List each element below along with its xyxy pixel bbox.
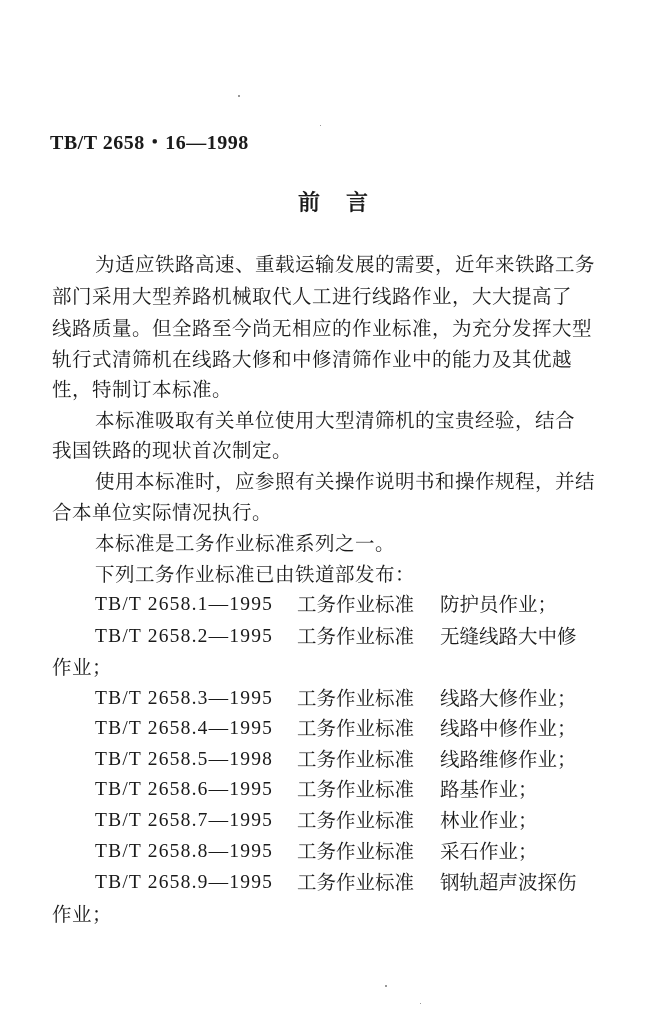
scan-speck bbox=[385, 985, 387, 987]
paragraph-5: 下列工务作业标准已由铁道部发布： bbox=[95, 563, 416, 586]
standard-item bbox=[0, 719, 666, 743]
standard-item bbox=[0, 750, 666, 774]
document-code: TB/T 2658・16—1998 bbox=[50, 132, 249, 154]
standard-code: TB/T 2658.4—1995 bbox=[95, 718, 274, 739]
scan-speck bbox=[238, 95, 240, 97]
standard-series: 工务作业标准 bbox=[297, 625, 415, 648]
standard-series: 工务作业标准 bbox=[297, 687, 415, 710]
standard-name: 采石作业； bbox=[440, 840, 538, 863]
standard-name-continuation: 作业； bbox=[52, 656, 113, 679]
standard-name-continuation: 作业； bbox=[52, 903, 113, 926]
scan-speck bbox=[320, 125, 321, 126]
paragraph-2-line-1: 本标准吸取有关单位使用大型清筛机的宝贵经验，结合 bbox=[95, 409, 576, 432]
standard-series: 工务作业标准 bbox=[297, 809, 415, 832]
standard-item bbox=[0, 689, 666, 713]
standard-item bbox=[0, 780, 666, 804]
standard-series: 工务作业标准 bbox=[297, 593, 415, 616]
standard-item bbox=[0, 873, 666, 897]
standard-item bbox=[0, 595, 666, 619]
standard-code: TB/T 2658.5—1998 bbox=[95, 749, 274, 770]
standard-code: TB/T 2658.9—1995 bbox=[95, 872, 274, 893]
standard-name: 钢轨超声波探伤 bbox=[440, 871, 577, 894]
standard-name: 线路维修作业； bbox=[440, 748, 577, 771]
paragraph-3-line-2: 合本单位实际情况执行。 bbox=[52, 501, 273, 524]
standard-name: 路基作业； bbox=[440, 778, 538, 801]
standard-item bbox=[0, 842, 666, 866]
paragraph-3-line-1: 使用本标准时，应参照有关操作说明书和操作规程，并结 bbox=[95, 470, 596, 493]
standard-name: 防护员作业； bbox=[440, 593, 558, 616]
standard-series: 工务作业标准 bbox=[297, 717, 415, 740]
standard-name: 无缝线路大中修 bbox=[440, 625, 577, 648]
paragraph-1-line-5: 性，特制订本标准。 bbox=[52, 378, 233, 401]
standard-name: 线路大修作业； bbox=[440, 687, 577, 710]
standard-name: 线路中修作业； bbox=[440, 717, 577, 740]
standard-name: 林业作业； bbox=[440, 809, 538, 832]
standard-code: TB/T 2658.1—1995 bbox=[95, 594, 274, 615]
standard-code: TB/T 2658.7—1995 bbox=[95, 810, 274, 831]
standard-item bbox=[0, 627, 666, 651]
standard-series: 工务作业标准 bbox=[297, 840, 415, 863]
paragraph-1-line-1: 为适应铁路高速、重载运输发展的需要，近年来铁路工务 bbox=[95, 253, 596, 276]
standard-series: 工务作业标准 bbox=[297, 748, 415, 771]
standard-code: TB/T 2658.6—1995 bbox=[95, 779, 274, 800]
standard-code: TB/T 2658.3—1995 bbox=[95, 688, 274, 709]
paragraph-1-line-3: 线路质量。但全路至今尚无相应的作业标准，为充分发挥大型 bbox=[52, 317, 593, 340]
standard-code: TB/T 2658.8—1995 bbox=[95, 841, 274, 862]
paragraph-1-line-2: 部门采用大型养路机械取代人工进行线路作业，大大提高了 bbox=[52, 285, 573, 308]
standard-series: 工务作业标准 bbox=[297, 778, 415, 801]
standard-series: 工务作业标准 bbox=[297, 871, 415, 894]
page-title: 前言 bbox=[297, 191, 394, 216]
scan-speck bbox=[420, 1003, 421, 1004]
standard-code: TB/T 2658.2—1995 bbox=[95, 626, 274, 647]
paragraph-2-line-2: 我国铁路的现状首次制定。 bbox=[52, 439, 293, 462]
paragraph-1-line-4: 轨行式清筛机在线路大修和中修清筛作业中的能力及其优越 bbox=[52, 348, 573, 371]
standard-item bbox=[0, 811, 666, 835]
paragraph-4: 本标准是工务作业标准系列之一。 bbox=[95, 532, 396, 555]
